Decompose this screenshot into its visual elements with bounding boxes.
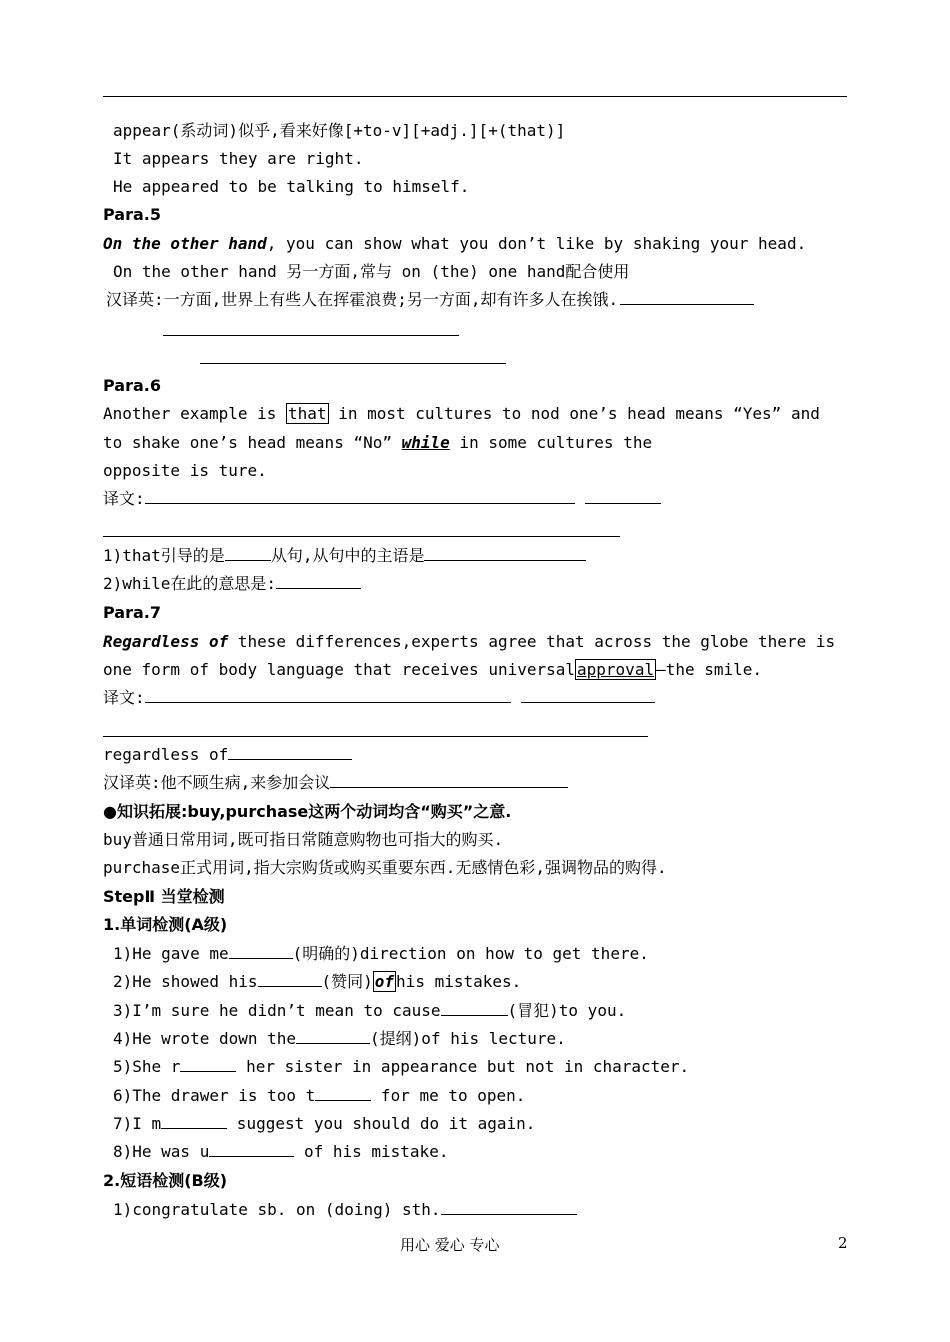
boxed-word: approval [577,660,655,679]
question-item [113,1142,448,1162]
text-span: 5)She r [113,1057,181,1076]
text-span: 汉译英:一方面,世界上有些人在挥霍浪费;另一方面,却有许多人在挨饿. [106,290,619,309]
section-heading: Para.6 [103,376,161,395]
answer-blank[interactable] [521,688,655,703]
header-rule [103,96,847,97]
text-line [103,574,361,594]
knowledge-heading: ●知识拓展:buy,purchase这两个动词均含“购买”之意. [103,802,512,821]
text-line: On the other hand 另一方面,常与 on (the) one hand配合使用 [113,262,630,281]
answer-blank[interactable] [330,773,568,788]
text-line: opposite is ture. [103,461,267,480]
text-span: Another example is [103,404,287,423]
text-span: (提纲)of his lecture. [370,1029,566,1048]
question-item [113,1200,577,1220]
phrase-italic: Regardless of [103,632,229,651]
text-line: He appeared to be talking to himself. [113,177,470,196]
section-heading: 2.短语检测(B级) [103,1171,228,1190]
answer-blank[interactable] [103,736,648,737]
text-line [103,234,806,254]
answer-blank[interactable] [145,489,575,504]
text-span: (冒犯)to you. [507,1001,627,1020]
answer-blank[interactable] [276,574,361,589]
phrase-italic: On the other hand [103,234,267,253]
text-span: one form of body language that receives universal [103,660,576,679]
text-line [103,489,661,509]
text-line [103,433,652,453]
section-heading: Para.5 [103,205,161,224]
page-number: 2 [838,1234,848,1252]
text-span: 1)He gave me [113,944,229,963]
answer-blank[interactable] [585,489,661,504]
text-line [106,290,754,310]
question-item [113,1057,689,1077]
phrase-italic: while [401,433,450,452]
text-line: buy普通日常用词,既可指日常随意购物也可指大的购买. [103,830,504,849]
answer-blank[interactable] [441,1001,508,1016]
text-line: purchase正式用词,指大宗购货或购买重要东西.无感情色彩,强调物品的购得. [103,858,667,877]
text-span: her sister in appearance but not in character. [236,1057,690,1076]
text-span: to shake one’s head means “No” [103,433,402,452]
step-heading: StepⅡ 当堂检测 [103,887,225,906]
text-span: 2)while在此的意思是: [103,574,277,593]
text-span: 6)The drawer is too t [113,1086,316,1105]
text-line: It appears they are right. [113,149,364,168]
text-span: suggest you should do it again. [227,1114,536,1133]
text-span: in some cultures the [449,433,653,452]
text-span: 7)I m [113,1114,162,1133]
text-span: his mistakes. [396,972,522,991]
boxed-word: of [374,972,395,991]
text-span: —the smile. [656,660,763,679]
answer-blank[interactable] [161,1114,227,1129]
text-span: of his mistake. [294,1142,449,1161]
answer-blank[interactable] [315,1086,371,1101]
text-span: 4)He wrote down the [113,1029,297,1048]
question-item [113,944,649,964]
answer-blank[interactable] [424,546,586,561]
text-line [103,546,586,566]
text-line [103,660,762,680]
text-span: 1)that引导的是 [103,546,225,565]
text-line [103,745,352,765]
text-line: appear(系动词)似乎,看来好像[+to-v][+adj.][+(that)] [113,121,566,140]
answer-blank[interactable] [163,335,459,336]
text-span: (明确的)direction on how to get there. [292,944,649,963]
text-span: 汉译英:他不顾生病,来参加会议 [103,773,331,792]
text-span: , you can show what you don’t like by shaking your head. [266,234,807,253]
answer-blank[interactable] [225,546,271,561]
text-span: for me to open. [371,1086,526,1105]
text-line [103,404,820,424]
section-heading: Para.7 [103,603,161,622]
answer-blank[interactable] [229,944,293,959]
page-footer: 用心 爱心 专心 [400,1236,500,1254]
text-span: these differences,experts agree that across the globe there is [228,632,836,651]
answer-blank[interactable] [296,1029,370,1044]
answer-blank[interactable] [145,688,511,703]
boxed-word: that [288,404,327,423]
text-span: 1)congratulate sb. on (doing) sth. [113,1200,441,1219]
question-item [113,1001,626,1021]
text-span: in most cultures to nod one’s head means “Yes” and [328,404,820,423]
text-span: 从句,从句中的主语是 [270,546,425,565]
text-line [103,688,655,708]
text-span: regardless of [103,745,229,764]
text-label: 译文: [103,688,145,707]
text-label: 译文: [103,489,145,508]
question-item [113,1029,566,1049]
answer-blank[interactable] [258,972,322,987]
text-span: (赞同) [321,972,373,991]
answer-blank[interactable] [200,363,506,364]
answer-blank[interactable] [228,745,352,760]
answer-blank[interactable] [180,1057,236,1072]
text-span: 2)He showed his [113,972,258,991]
answer-blank[interactable] [103,536,620,537]
text-span: 8)He was u [113,1142,210,1161]
section-heading: 1.单词检测(A级) [103,915,228,934]
answer-blank[interactable] [620,290,754,305]
question-item [113,1086,525,1106]
question-item [113,972,521,992]
text-span: 3)I’m sure he didn’t mean to cause [113,1001,441,1020]
answer-blank[interactable] [209,1142,294,1157]
text-line [103,632,835,652]
answer-blank[interactable] [441,1200,577,1215]
question-item [113,1114,535,1134]
text-line [103,773,568,793]
